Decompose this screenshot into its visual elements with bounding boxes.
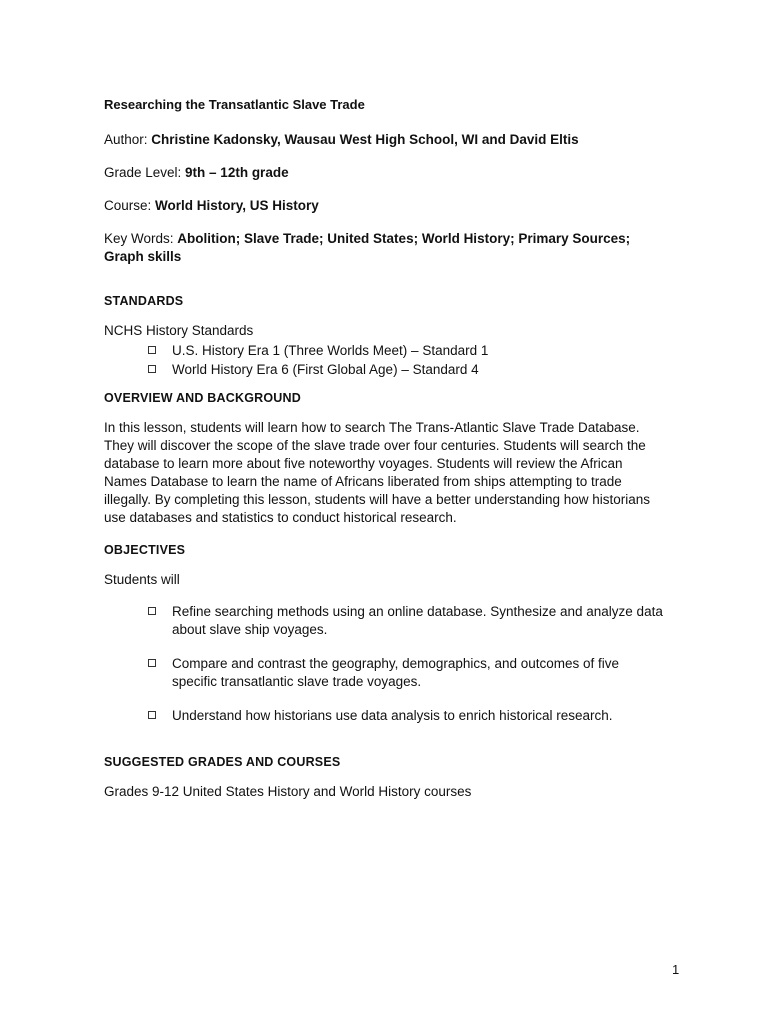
- page-number: 1: [672, 962, 680, 977]
- list-item: [148, 361, 664, 379]
- course-value: World History, US History: [155, 198, 319, 213]
- objective-item-text: Compare and contrast the geography, demographics, and outcomes of five specific transatlantic slave trade voyages.: [172, 656, 620, 689]
- standards-intro: NCHS History Standards: [104, 323, 254, 338]
- course-line: [104, 197, 664, 215]
- keywords-value: Abolition; Slave Trade; United States; World History; Primary Sources; Graph skills: [104, 231, 631, 264]
- list-item: [148, 707, 664, 725]
- objective-item-text: Refine searching methods using an online database. Synthesize and analyze data about slave ship voyages.: [172, 604, 663, 637]
- grade-level-label: Grade Level:: [104, 165, 186, 180]
- document-body: [104, 96, 664, 801]
- standards-heading: STANDARDS: [104, 294, 184, 308]
- list-item: [148, 655, 664, 691]
- author-label: Author:: [104, 132, 152, 147]
- overview-text: In this lesson, students will learn how to search The Trans-Atlantic Slave Trade Database. They will discover the scope of the slave trade over four centuries. Students will search the database to learn more about five noteworthy voyages. Students will review the African Names Database to learn the name of Africans liberated from ships attempting to trade illegally. By completing this lesson, students will have a better understanding how historians use databases and statistics to conduct historical research.: [104, 420, 651, 525]
- list-item: [148, 342, 664, 360]
- checkbox-bullet-icon: [148, 607, 156, 615]
- author-line: [104, 131, 664, 149]
- objectives-list: [104, 603, 664, 725]
- suggested-heading: SUGGESTED GRADES AND COURSES: [104, 755, 341, 769]
- checkbox-bullet-icon: [148, 711, 156, 719]
- author-value: Christine Kadonsky, Wausau West High School, WI and David Eltis: [151, 132, 579, 147]
- standard-item-text: U.S. History Era 1 (Three Worlds Meet) – Standard 1: [172, 343, 489, 358]
- grade-level-line: [104, 164, 664, 182]
- objectives-heading: OBJECTIVES: [104, 543, 186, 557]
- grade-level-value: 9th – 12th grade: [185, 165, 289, 180]
- objectives-intro: Students will: [104, 572, 180, 587]
- course-label: Course:: [104, 198, 156, 213]
- checkbox-bullet-icon: [148, 365, 156, 373]
- suggested-text: Grades 9-12 United States History and World History courses: [104, 784, 472, 799]
- checkbox-bullet-icon: [148, 346, 156, 354]
- standards-list: [104, 342, 664, 379]
- keywords-label: Key Words:: [104, 231, 178, 246]
- keywords-line: [104, 230, 664, 266]
- checkbox-bullet-icon: [148, 659, 156, 667]
- document-title: Researching the Transatlantic Slave Trade: [104, 97, 365, 112]
- standard-item-text: World History Era 6 (First Global Age) – Standard 4: [172, 362, 479, 377]
- objective-item-text: Understand how historians use data analysis to enrich historical research.: [172, 708, 613, 723]
- list-item: [148, 603, 664, 639]
- overview-heading: OVERVIEW AND BACKGROUND: [104, 391, 301, 405]
